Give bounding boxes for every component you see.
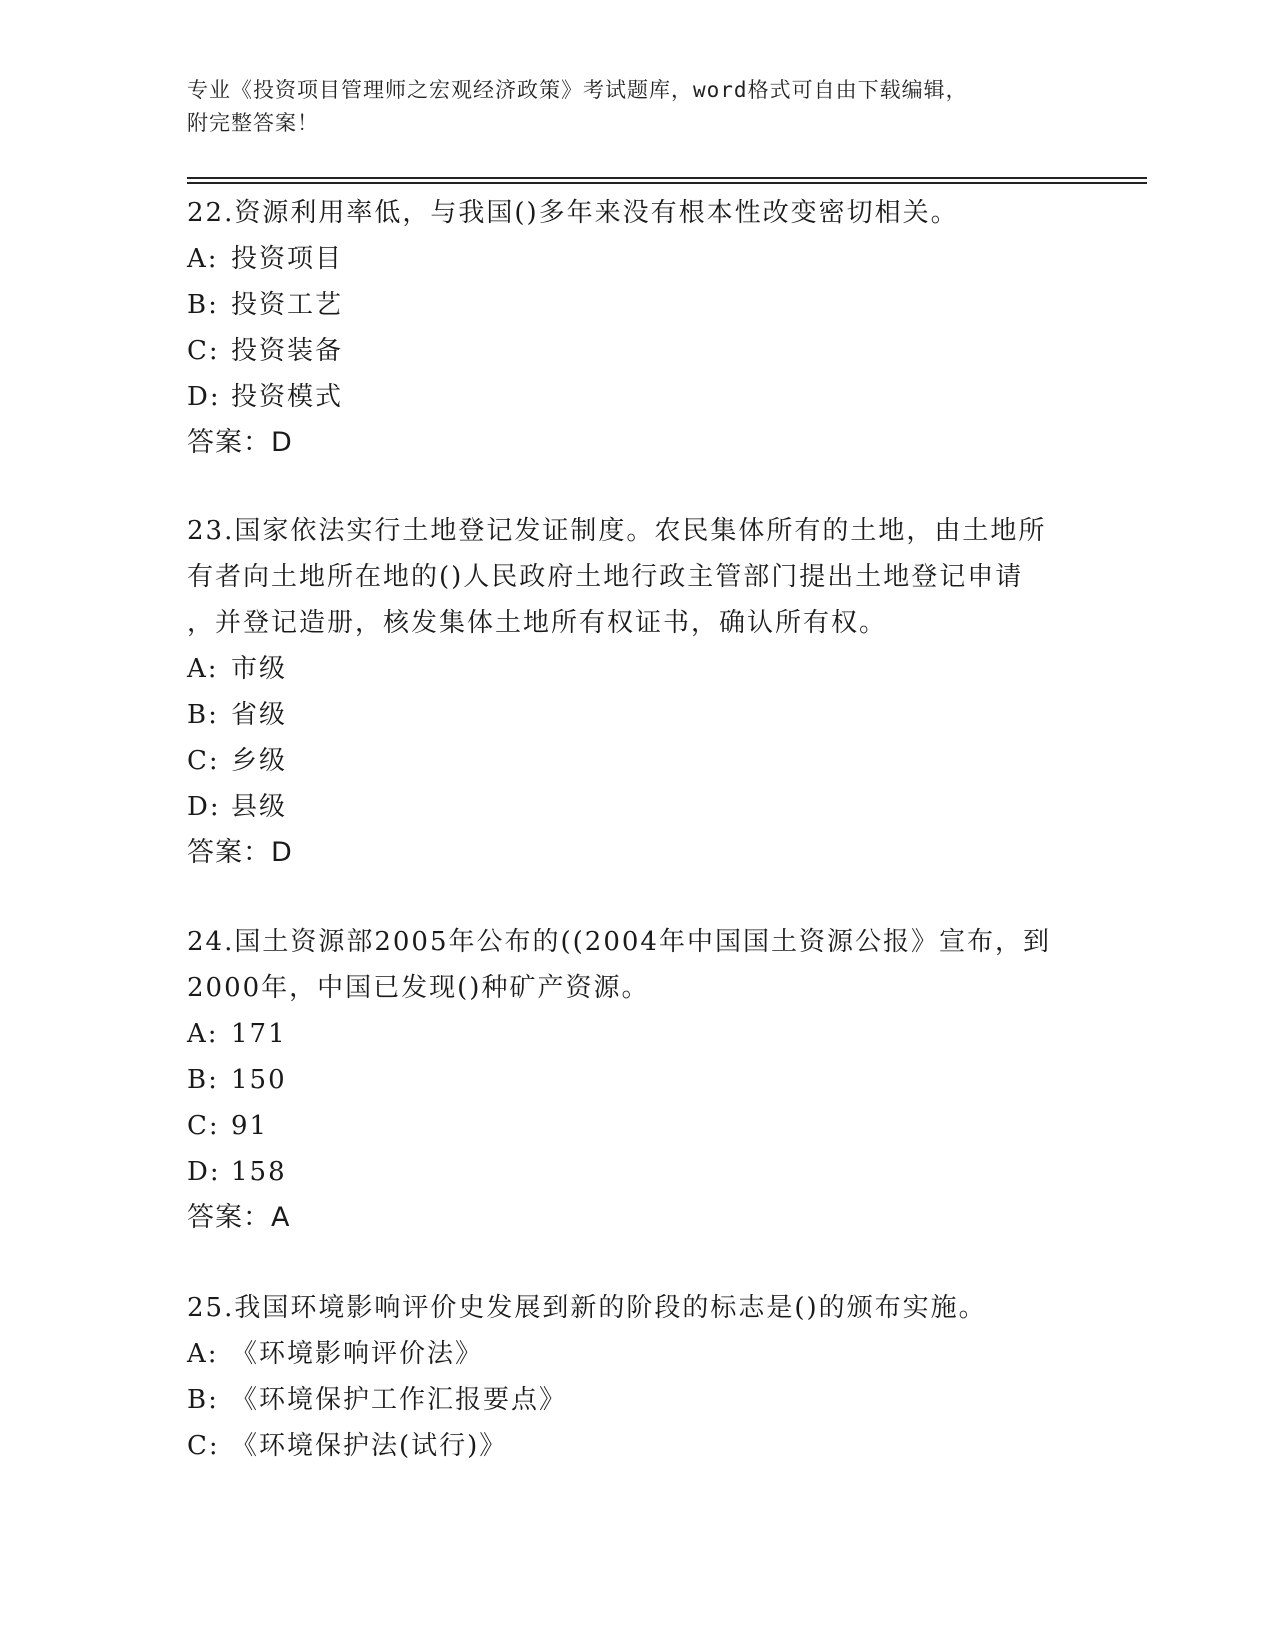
option-key: D:	[187, 1157, 221, 1187]
option-a	[187, 236, 1087, 282]
question-stem: 25.我国环境影响评价史发展到新的阶段的标志是()的颁布实施。	[187, 1293, 987, 1323]
option-b	[187, 1377, 1087, 1423]
question-24	[187, 919, 1087, 1241]
option-key: D:	[187, 382, 221, 412]
header-line-2: 附完整答案！	[187, 111, 319, 135]
option-a	[187, 1011, 1087, 1057]
header-divider-top	[187, 177, 1147, 179]
document-header	[187, 74, 1087, 140]
option-text: 《环境保护法(试行)》	[231, 1431, 508, 1461]
option-text: 150	[231, 1065, 287, 1095]
question-stem: 24.国土资源部2005年公布的((2004年中国国土资源公报》宣布，到	[187, 927, 1051, 957]
answer-line: 答案：D	[187, 837, 293, 868]
question-stem: 有者向土地所在地的()人民政府土地行政主管部门提出土地登记申请	[187, 562, 1024, 592]
option-key: A:	[187, 654, 219, 684]
question-stem: 23.国家依法实行土地登记发证制度。农民集体所有的土地，由土地所	[187, 516, 1047, 546]
option-c	[187, 1103, 1087, 1149]
option-text: 158	[231, 1157, 287, 1187]
option-key: C:	[187, 746, 220, 776]
option-key: C:	[187, 1111, 220, 1141]
option-text: 投资装备	[231, 336, 344, 366]
option-text: 县级	[231, 792, 288, 822]
option-text: 91	[231, 1111, 269, 1141]
option-key: B:	[187, 1385, 219, 1415]
option-text: 市级	[231, 654, 288, 684]
question-stem: ，并登记造册，核发集体土地所有权证书，确认所有权。	[187, 608, 888, 638]
option-text: 《环境保护工作汇报要点》	[231, 1385, 568, 1415]
option-text: 投资项目	[231, 244, 344, 274]
option-text: 省级	[231, 700, 288, 730]
option-text: 171	[231, 1019, 287, 1049]
option-b	[187, 692, 1087, 738]
answer-line: 答案：D	[187, 427, 293, 458]
option-key: B:	[187, 1065, 219, 1095]
option-a	[187, 646, 1087, 692]
question-stem: 2000年，中国已发现()种矿产资源。	[187, 973, 650, 1003]
question-22	[187, 190, 1087, 466]
option-key: A:	[187, 1339, 219, 1369]
option-key: C:	[187, 336, 220, 366]
option-key: B:	[187, 700, 219, 730]
option-c	[187, 1423, 1087, 1469]
option-b	[187, 1057, 1087, 1103]
question-23	[187, 508, 1087, 876]
question-25	[187, 1285, 1087, 1469]
option-text: 乡级	[231, 746, 288, 776]
answer-line: 答案：A	[187, 1202, 291, 1233]
option-key: C:	[187, 1431, 220, 1461]
option-d	[187, 374, 1087, 420]
option-c	[187, 328, 1087, 374]
header-divider-bottom	[187, 182, 1147, 184]
option-key: D:	[187, 792, 221, 822]
option-text: 投资模式	[231, 382, 344, 412]
option-d	[187, 1149, 1087, 1195]
option-key: A:	[187, 1019, 219, 1049]
header-line-1: 专业《投资项目管理师之宏观经济政策》考试题库，word格式可自由下载编辑，	[187, 78, 968, 102]
option-c	[187, 738, 1087, 784]
option-a	[187, 1331, 1087, 1377]
option-d	[187, 784, 1087, 830]
option-text: 投资工艺	[231, 290, 344, 320]
question-stem: 22.资源利用率低，与我国()多年来没有根本性改变密切相关。	[187, 198, 959, 228]
option-key: A:	[187, 244, 219, 274]
option-text: 《环境影响评价法》	[231, 1339, 484, 1369]
option-b	[187, 282, 1087, 328]
option-key: B:	[187, 290, 219, 320]
